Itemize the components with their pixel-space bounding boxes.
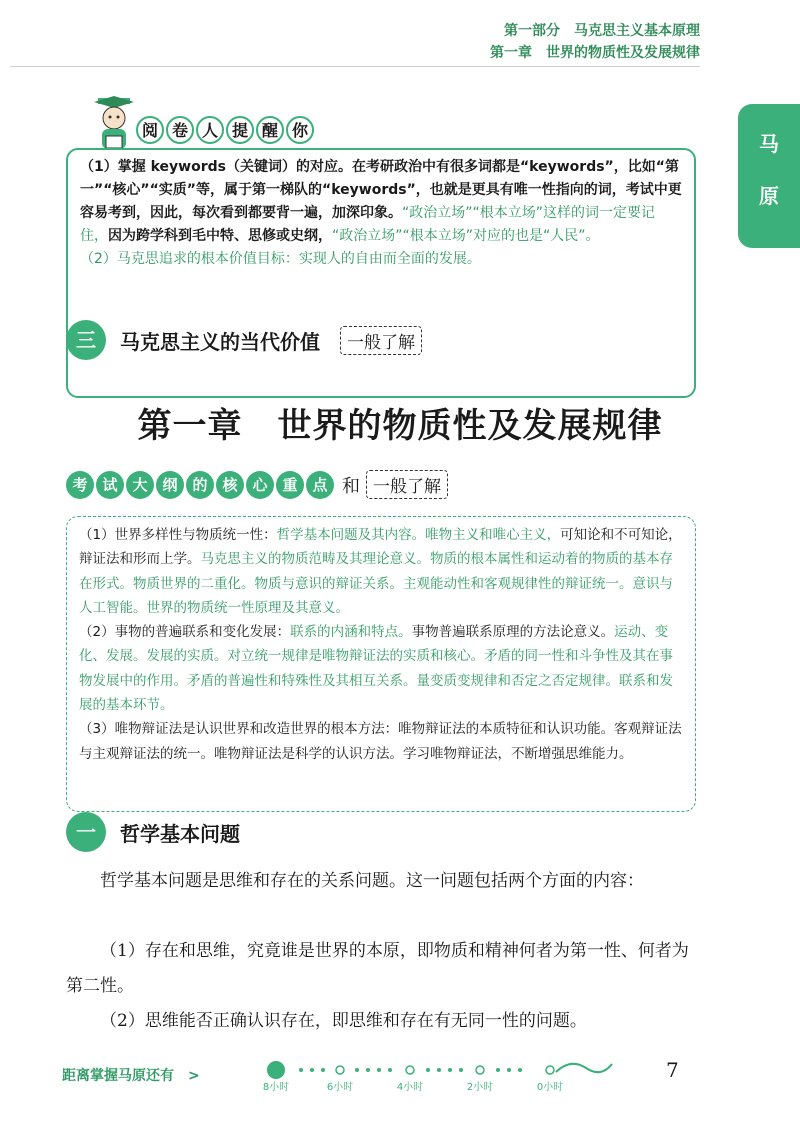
progress-dots — [299, 1066, 554, 1074]
section-title: 马克思主义的当代价值 — [120, 329, 320, 354]
outline-pill-char: 大 — [126, 471, 154, 499]
tip-title-char: 阅 — [136, 116, 164, 144]
header-part: 第一部分 马克思主义基本原理 — [504, 23, 700, 39]
progress-tick: 4小时 — [396, 1082, 424, 1093]
side-section-tab — [738, 104, 800, 248]
body-paragraph-3: （2）思维能否正确认识存在，即思维和存在有无同一性的问题。 — [100, 1011, 587, 1031]
outline-item-2 — [79, 620, 683, 717]
outline-item-1 — [79, 523, 683, 620]
outline-text: 可知论和不可知论，辩证法和形而上学。 — [79, 527, 682, 568]
mountain-icon — [556, 1064, 612, 1072]
tip-title-char: 醒 — [256, 116, 284, 144]
outline-pill-char: 点 — [306, 471, 334, 499]
outline-heading — [66, 470, 448, 499]
outline-item-3: （3）唯物辩证法是认识世界和改造世界的根本方法：唯物辩证法的本质特征和认识功能。客观辩证法与主观辩证法的统一。唯物辩证法是科学的认识方法。学习唯物辩证法，不断增强思维能力。 — [79, 721, 682, 762]
outline-text: （1）世界多样性与物质统一性： — [79, 527, 277, 543]
progress-marker-icon — [267, 1061, 285, 1079]
progress-tick: 0小时 — [536, 1082, 564, 1093]
progress-label: 距离掌握马原还有 > — [62, 1068, 200, 1084]
section-number: 一 — [66, 812, 106, 852]
level-tag: 一般了解 — [340, 326, 422, 355]
body-paragraph-1: 哲学基本问题是思维和存在的关系问题。这一问题包括两个方面的内容： — [100, 871, 644, 891]
body-paragraph-2: （1）存在和思维，究竟谁是世界的本原，即物质和精神何者为第一性、何者为第二性。 — [66, 941, 689, 996]
outline-pill-char: 试 — [96, 471, 124, 499]
tip-text: 因为跨学科到毛中特、思修或史纲， — [108, 228, 332, 244]
tip-paragraph-2: （2）马克思追求的根本价值目标：实现人的自由而全面的发展。 — [80, 251, 481, 267]
tip-title — [136, 116, 314, 144]
tip-paragraph-1 — [80, 156, 682, 248]
tip-title-char: 人 — [196, 116, 224, 144]
page-number: 7 — [666, 1058, 679, 1082]
outline-highlight: 联系的内涵和特点。 — [290, 624, 412, 641]
level-tag: 一般了解 — [366, 470, 448, 499]
progress-track — [256, 1050, 616, 1106]
outline-pill-char: 考 — [66, 471, 94, 499]
outline-text: （2）事物的普遍联系和变化发展： — [79, 624, 291, 641]
outline-pill-char: 纲 — [156, 471, 184, 499]
tip-highlight: “政治立场”“根本立场”这样的词一定要记住， — [80, 205, 656, 244]
mascot-icon — [88, 96, 140, 156]
outline-content — [66, 516, 696, 812]
outline-text: 事物普遍联系原理的方法论意义。 — [411, 624, 615, 641]
section-title: 哲学基本问题 — [120, 821, 240, 846]
side-tab-char: 马 — [759, 132, 779, 156]
progress-tick: 8小时 — [262, 1082, 290, 1093]
outline-pill-char: 重 — [276, 471, 304, 499]
progress-tick: 6小时 — [326, 1082, 354, 1093]
tip-text: （1）掌握 keywords（关键词）的对应。在考研政治中有很多词都是“keywords”，比如“第一”“核心”“实质”等，属于第一梯队的“keywords”，也就是更具有唯一性指向的词，考试中更容易考到，因此，每次看到都要背一遍，加深印象。 — [80, 159, 682, 221]
tip-title-char: 你 — [286, 116, 314, 144]
section-heading-1 — [66, 812, 240, 852]
tip-title-char: 提 — [226, 116, 254, 144]
side-tab-char: 原 — [759, 184, 779, 208]
tip-content — [66, 148, 696, 398]
progress-tick: 2小时 — [466, 1082, 494, 1093]
header-divider — [10, 66, 700, 67]
running-header — [490, 20, 700, 64]
outline-pill-char: 的 — [186, 471, 214, 499]
outline-pill-char: 心 — [246, 471, 274, 499]
tip-highlight: “政治立场”“根本立场”对应的也是“人民”。 — [332, 228, 600, 244]
outline-and: 和 — [342, 475, 360, 497]
outline-highlight: 哲学基本问题及其内容。唯物主义和唯心主义， — [276, 527, 561, 543]
section-number: 三 — [66, 320, 106, 360]
outline-highlight: 运动、变化、发展。发展的实质。对立统一规律是唯物辩证法的实质和核心。矛盾的同一性和斗争性及其在事物发展中的作用。矛盾的普遍性和特殊性及其相互关系。量变质变规律和否定之否定规律。联系和发展的基本环节。 — [79, 624, 673, 714]
tip-title-char: 卷 — [166, 116, 194, 144]
section-heading-3 — [66, 320, 422, 360]
chapter-title: 第一章 世界的物质性及发展规律 — [137, 406, 663, 446]
outline-highlight: 马克思主义的物质范畴及其理论意义。物质的根本属性和运动着的物质的基本存在形式。物质世界的二重化。物质与意识的辩证关系。主观能动性和客观规律性的辩证统一。意识与人工智能。世界的物质统一性原理及其意义。 — [79, 551, 673, 616]
header-chapter: 第一章 世界的物质性及发展规律 — [490, 45, 700, 61]
outline-pill-char: 核 — [216, 471, 244, 499]
